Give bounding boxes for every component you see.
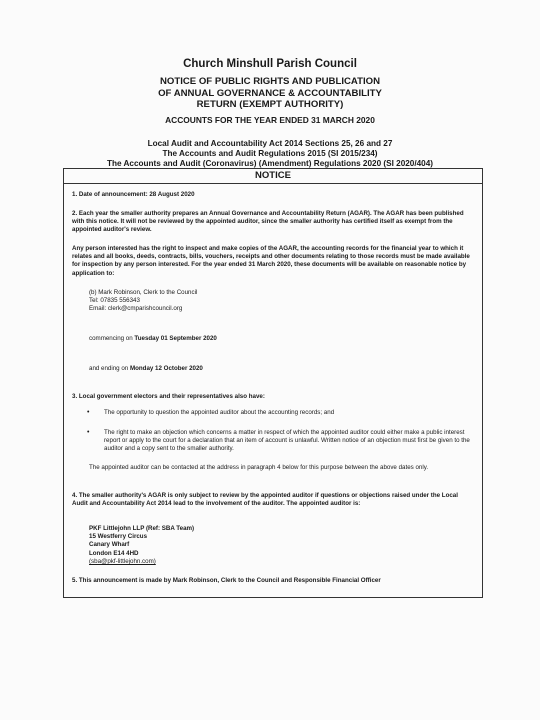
address-line: PKF Littlejohn LLP (Ref: SBA Team) <box>89 525 195 532</box>
legislation-item: The Accounts and Audit Regulations 2015 (SI 2015/234) <box>162 149 378 158</box>
paragraph-inspection: Any person interested has the right to inspect and make copies of the AGAR, the accounting records for the financial year to which it relates and all books, deeds, contracts, bills, vouchers, receipts and other documents relating to those records must be made available for inspection by any person interested. For the year ended 31 March 2020, these documents will be available on reasonable notice by application to: <box>72 245 470 277</box>
auditor-email-link[interactable]: (sba@pkf-littlejohn.com) <box>89 557 156 565</box>
paragraph-5: 5. This announcement is made by Mark Robinson, Clerk to the Council and Responsible Financial Officer <box>72 577 381 584</box>
legislation-item: The Accounts and Audit (Coronavirus) (Amendment) Regulations 2020 (SI 2020/404) <box>106 159 434 168</box>
address-line: 15 Westferry Circus <box>89 533 148 541</box>
notice-heading: NOTICE <box>64 169 482 184</box>
auditor-address <box>89 525 469 566</box>
commencing-line <box>89 335 469 343</box>
accounts-year: ACCOUNTS FOR THE YEAR ENDED 31 MARCH 2020 <box>165 115 375 125</box>
paragraph-2: 2. Each year the smaller authority prepares an Annual Governance and Accountability Return (AGAR). The AGAR has been published with this notice. It will not be reviewed by the appointed auditor, since the smaller authority has certified itself as exempt from the appointed auditor's review. <box>72 210 464 234</box>
contact-block <box>89 289 469 314</box>
legislation-item: Local Audit and Accountability Act 2014 Sections 25, 26 and 27 <box>147 139 393 148</box>
notice-title-line: RETURN (EXEMPT AUTHORITY) <box>196 99 344 110</box>
bullet-icon: • <box>87 409 90 416</box>
address-line: Canary Wharf <box>89 541 130 549</box>
paragraph-3: 3. Local government electors and their representatives also have: <box>72 393 265 400</box>
commencing-label: commencing on <box>89 335 135 342</box>
paragraph-4: 4. The smaller authority's AGAR is only subject to review by the appointed auditor if questions or objections raised under the Local Audit and Accountability Act 2014 lead to the involvement of the auditor. The appointed auditor is: <box>72 492 458 508</box>
contact-name: (b) Mark Robinson, Clerk to the Council <box>89 289 198 296</box>
council-title: Church Minshull Parish Council <box>183 58 357 70</box>
ending-date: Monday 12 October 2020 <box>129 365 203 372</box>
ending-label: and ending on <box>89 365 130 372</box>
notice-title <box>60 76 480 111</box>
bullet-question: The opportunity to question the appointed auditor about the accounting records; and <box>104 409 335 416</box>
notice-box <box>63 168 483 598</box>
contact-tel: Tel: 07835 556343 <box>89 297 140 305</box>
bullet-icon: • <box>87 429 90 436</box>
auditor-contact-note: The appointed auditor can be contacted at the address in paragraph 4 below for this purpose between the above dates only. <box>89 464 429 471</box>
notice-title-line: NOTICE OF PUBLIC RIGHTS AND PUBLICATION <box>159 76 381 87</box>
legislation-list <box>60 139 480 169</box>
contact-email: Email: clerk@cmparishcouncil.org <box>89 305 183 313</box>
commencing-date: Tuesday 01 September 2020 <box>134 335 217 342</box>
address-line: London E14 4HD <box>89 549 139 557</box>
notice-title-line: OF ANNUAL GOVERNANCE & ACCOUNTABILITY <box>158 87 382 99</box>
bullet-objection: The right to make an objection which concerns a matter in respect of which the appointed auditor could either make a public interest report or apply to the court for a declaration that an item of account is unlawful. Written notice of an objection must first be given to the auditor and a copy sent to the smaller authority. <box>104 429 470 453</box>
ending-line <box>89 365 469 373</box>
announcement-date: 1. Date of announcement: 28 August 2020 <box>72 191 195 198</box>
